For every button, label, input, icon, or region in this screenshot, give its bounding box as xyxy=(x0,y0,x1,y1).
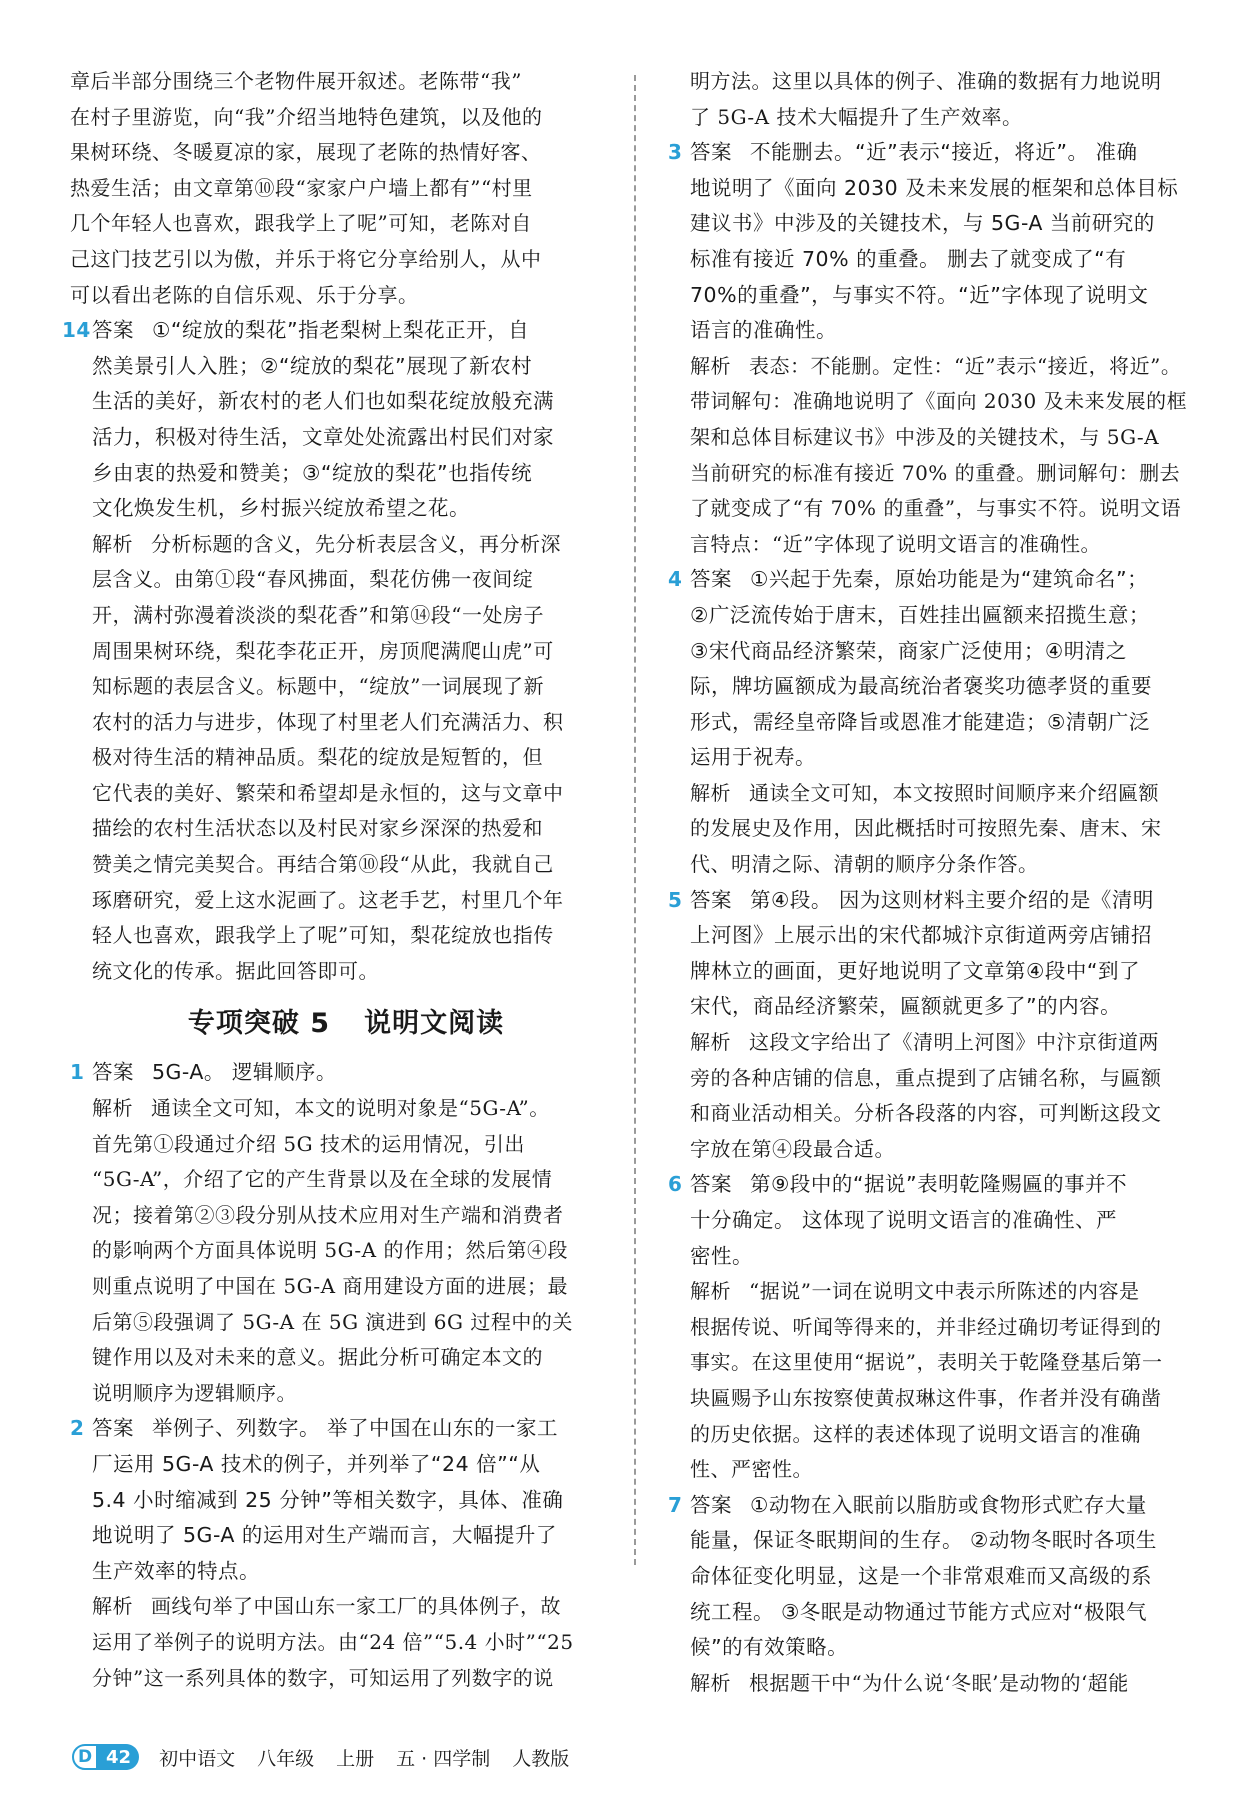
explanation-block xyxy=(690,1274,1200,1488)
text-line xyxy=(92,740,622,776)
line-text: 描绘的农村生活状态以及村民对家乡深深的热爱和 xyxy=(92,816,543,841)
text-line xyxy=(92,384,622,420)
line-text: 十分确定。 这体现了说明文语言的准确性、严 xyxy=(690,1208,1118,1232)
text-line xyxy=(92,1376,622,1412)
line-text: 的影响两个方面具体说明 5G-A 的作用；然后第④段 xyxy=(92,1238,568,1263)
text-line xyxy=(92,1233,622,1269)
text-line xyxy=(690,1345,1200,1381)
label-tag: 解析 xyxy=(92,1594,133,1619)
line-text: 果树环绕、冬暖夏凉的家，展现了老陈的热情好客、 xyxy=(70,140,542,165)
page-footer xyxy=(72,1742,591,1772)
line-text: “据说”一词在说明文中表示所陈述的内容是 xyxy=(749,1279,1140,1304)
line-text: 字放在第④段最合适。 xyxy=(690,1136,895,1161)
explanation-block xyxy=(690,1025,1200,1167)
line-text: 地说明了《面向 2030 及未来发展的框架和总体目标 xyxy=(690,175,1179,200)
text-line xyxy=(70,64,622,100)
line-text: 极对待生活的精神品质。梨花的绽放是短暂的，但 xyxy=(92,745,543,770)
label-tag: 解析 xyxy=(690,1279,731,1304)
question-3 xyxy=(668,135,1200,349)
line-text: 在村子里游览，向“我”介绍当地特色建筑，以及他的 xyxy=(70,104,543,129)
text-line xyxy=(690,776,1200,812)
line-text: 的发展史及作用，因此概括时可按照先秦、唐末、宋 xyxy=(690,816,1162,841)
continued-paragraph xyxy=(70,64,622,313)
line-text: 琢磨研究，爱上这水泥画了。这老手艺，村里几个年 xyxy=(92,887,564,912)
text-line xyxy=(92,1091,622,1127)
text-line xyxy=(92,1127,622,1163)
answer-block xyxy=(92,1411,622,1589)
text-line xyxy=(690,847,1200,883)
explanation-block xyxy=(92,1091,622,1411)
line-text: 开，满村弥漫着淡淡的梨花香”和第⑭段“一处房子 xyxy=(92,602,544,627)
line-text: 了 5G-A 技术大幅提升了生产效率。 xyxy=(690,104,1023,129)
text-line xyxy=(690,64,1200,100)
line-text: 命体征变化明显，这是一个非常艰难而又高级的系 xyxy=(690,1563,1152,1588)
line-text: 5.4 小时缩减到 25 分钟”等相关数字，具体、准确 xyxy=(92,1487,564,1512)
footer-grade: 八年级 xyxy=(257,1747,315,1770)
line-text: 70%的重叠”，与事实不符。“近”字体现了说明文 xyxy=(690,282,1149,307)
label-tag: 答案 xyxy=(690,567,732,592)
answer-block xyxy=(690,883,1200,1025)
question-number: 3 xyxy=(668,140,683,165)
explanation-block xyxy=(690,1666,1200,1702)
line-text: 上河图》上展示出的宋代都城汴京街道两旁店铺招 xyxy=(690,923,1152,948)
text-line xyxy=(690,1310,1200,1346)
text-line xyxy=(690,1666,1200,1702)
line-text: 可以看出老陈的自信乐观、乐于分享。 xyxy=(70,282,419,307)
answer-block xyxy=(690,562,1200,776)
text-line xyxy=(690,883,1200,919)
line-text: 生产效率的特点。 xyxy=(92,1558,260,1583)
line-text: ①动物在入眠前以脂肪或食物形式贮存大量 xyxy=(750,1492,1147,1517)
text-line xyxy=(92,847,622,883)
line-text: 分钟”这一系列具体的数字，可知运用了列数字的说 xyxy=(92,1665,554,1690)
section-title xyxy=(70,1003,622,1045)
text-line xyxy=(92,669,622,705)
question-5 xyxy=(668,883,1200,1025)
line-text: 况；接着第②③段分别从技术应用对生产端和消费者 xyxy=(92,1202,564,1227)
text-line xyxy=(92,705,622,741)
line-text: 候”的有效策略。 xyxy=(690,1635,849,1660)
line-text: 根据传说、听闻等得来的，并非经过确切考证得到的 xyxy=(690,1314,1162,1339)
line-text: 带词解句：准确地说明了《面向 2030 及未来发展的框 xyxy=(690,389,1188,414)
line-text: 明方法。这里以具体的例子、准确的数据有力地说明 xyxy=(690,69,1162,93)
section-number: 专项突破 5 xyxy=(187,1008,331,1040)
text-line xyxy=(690,1523,1200,1559)
text-line xyxy=(92,1340,622,1376)
question-number: 4 xyxy=(668,567,683,592)
text-line xyxy=(690,1239,1200,1275)
question-number: 7 xyxy=(668,1492,683,1517)
line-text: 轻人也喜欢，跟我学上了呢”可知，梨花绽放也指传 xyxy=(92,923,554,948)
label-tag: 解析 xyxy=(92,531,133,556)
line-text: 牌林立的画面，更好地说明了文章第④段中“到了 xyxy=(690,958,1140,983)
line-text: 和商业活动相关。分析各段落的内容，可判断这段文 xyxy=(690,1101,1162,1126)
question-6 xyxy=(668,1167,1200,1274)
line-text: 举例子、列数字。 举了中国在山东的一家工 xyxy=(152,1416,559,1441)
text-line xyxy=(92,1198,622,1234)
footer-edition: 人教版 xyxy=(512,1747,570,1770)
label-tag: 答案 xyxy=(92,318,134,343)
text-line xyxy=(690,989,1200,1025)
text-line xyxy=(70,100,622,136)
question-14 xyxy=(62,313,622,527)
line-text: 通读全文可知，本文的说明对象是“5G-A”。 xyxy=(151,1096,550,1121)
text-line xyxy=(690,954,1200,990)
text-line xyxy=(690,1559,1200,1595)
text-line xyxy=(690,1630,1200,1666)
text-line xyxy=(70,206,622,242)
text-line xyxy=(92,883,622,919)
line-text: 首先第①段通过介绍 5G 技术的运用情况，引出 xyxy=(92,1131,525,1156)
text-line xyxy=(92,1411,622,1447)
text-line xyxy=(690,456,1200,492)
answer-text: 5G-A。 逻辑顺序。 xyxy=(152,1060,337,1085)
line-text: 活力，积极对待生活，文章处处流露出村民们对家 xyxy=(92,424,554,449)
text-line xyxy=(92,954,622,990)
text-line xyxy=(92,456,622,492)
text-line xyxy=(690,1595,1200,1631)
question-1 xyxy=(70,1055,622,1091)
footer-subject: 初中语文 xyxy=(159,1747,236,1770)
text-line xyxy=(92,1518,622,1554)
line-text: 表态：不能删。定性：“近”表示“接近，将近”。 xyxy=(749,353,1182,378)
text-line xyxy=(92,776,622,812)
line-text: 键作用以及对未来的意义。据此分析可确定本文的 xyxy=(92,1345,543,1370)
line-text: 则重点说明了中国在 5G-A 商用建设方面的进展；最 xyxy=(92,1274,568,1298)
text-line xyxy=(690,171,1200,207)
line-text: 代、明清之际、清朝的顺序分条作答。 xyxy=(690,852,1039,877)
text-line xyxy=(690,1488,1200,1524)
text-line xyxy=(92,349,622,385)
line-text: ③宋代商品经济繁荣，商家广泛使用；④明清之 xyxy=(690,638,1127,663)
text-line xyxy=(92,811,622,847)
answer-tag: 答案 xyxy=(92,1060,134,1085)
line-text: 分析标题的含义，先分析表层含义，再分析深 xyxy=(151,531,561,556)
text-line xyxy=(690,598,1200,634)
text-line xyxy=(690,634,1200,670)
line-text: 地说明了 5G-A 的运用对生产端而言，大幅提升了 xyxy=(92,1523,557,1548)
label-tag: 解析 xyxy=(690,1030,731,1055)
line-text: 言特点：“近”字体现了说明文语言的准确性。 xyxy=(690,531,1101,556)
text-line xyxy=(690,349,1200,385)
line-text: 赞美之情完美契合。再结合第⑩段“从此，我就自己 xyxy=(92,852,554,877)
line-text: 生活的美好，新农村的老人们也如梨花绽放般充满 xyxy=(92,389,554,414)
line-text: 画线句举了中国山东一家工厂的具体例子，故 xyxy=(151,1594,561,1619)
left-column xyxy=(62,64,622,1696)
text-line xyxy=(690,1061,1200,1097)
line-text: 运用了举例子的说明方法。由“24 倍”“5.4 小时”“25 xyxy=(92,1629,574,1654)
question-number: 5 xyxy=(668,887,683,912)
line-text: 密性。 xyxy=(690,1243,753,1268)
line-text: 旁的各种店铺的信息，重点提到了店铺名称，与匾额 xyxy=(690,1065,1162,1090)
line-text: 形式，需经皇帝降旨或恩准才能建造；⑤清朝广泛 xyxy=(690,709,1150,734)
line-text: 它代表的美好、繁荣和希望却是永恒的，这与文章中 xyxy=(92,780,564,805)
label-tag: 答案 xyxy=(92,1416,134,1441)
line-text: 统工程。 ③冬眠是动物通过节能方式应对“极限气 xyxy=(690,1599,1148,1624)
answer-block xyxy=(690,1167,1200,1274)
label-tag: 答案 xyxy=(690,1492,732,1517)
line-text: 后第⑤段强调了 5G-A 在 5G 演进到 6G 过程中的关 xyxy=(92,1309,573,1334)
answer-block xyxy=(690,135,1200,349)
line-text: ①兴起于先秦，原始功能是为“建筑命名”； xyxy=(750,567,1149,592)
line-text: 建议书》中涉及的关键技术，与 5G-A 当前研究的 xyxy=(690,211,1155,236)
text-line xyxy=(690,100,1200,136)
text-line xyxy=(92,1305,622,1341)
text-line xyxy=(690,705,1200,741)
line-text: 不能删去。“近”表示“接近，将近”。 准确 xyxy=(750,140,1138,165)
text-line xyxy=(92,562,622,598)
answer-block xyxy=(92,1055,622,1091)
text-line xyxy=(690,242,1200,278)
line-text: 运用于祝寿。 xyxy=(690,745,816,770)
text-line xyxy=(70,242,622,278)
line-text: 第④段。 因为这则材料主要介绍的是《清明 xyxy=(750,887,1154,912)
line-text: ②广泛流传始于唐末，百姓挂出匾额来招揽生意； xyxy=(690,602,1150,627)
text-line xyxy=(690,1274,1200,1310)
answer-block xyxy=(690,1488,1200,1666)
answer-block xyxy=(92,313,622,527)
line-text: 热爱生活；由文章第⑩段“家家户户墙上都有”“村里 xyxy=(70,175,533,200)
text-line xyxy=(92,1625,622,1661)
line-text: “5G-A”，介绍了它的产生背景以及在全球的发展情 xyxy=(92,1167,553,1192)
line-text: 己这门技艺引以为傲，并乐于将它分享给别人，从中 xyxy=(70,246,542,271)
line-text: 通读全文可知，本文按照时间顺序来介绍匾额 xyxy=(749,780,1159,805)
text-line xyxy=(690,1381,1200,1417)
text-line xyxy=(690,135,1200,171)
text-line xyxy=(70,278,622,314)
text-line xyxy=(92,313,622,349)
right-column xyxy=(668,64,1200,1701)
line-text: 农村的活力与进步，体现了村里老人们充满活力、积 xyxy=(92,709,564,734)
text-line xyxy=(92,420,622,456)
text-line xyxy=(690,562,1200,598)
badge-letter: D xyxy=(72,1744,98,1770)
question-number: 14 xyxy=(62,318,91,343)
text-line xyxy=(690,918,1200,954)
line-text: 这段文字给出了《清明上河图》中汴京街道两 xyxy=(749,1030,1159,1055)
text-line xyxy=(92,634,622,670)
text-line xyxy=(690,1167,1200,1203)
line-text: 当前研究的标准有接近 70% 的重叠。删词解句：删去 xyxy=(690,460,1181,485)
line-text: 宋代，商品经济繁荣，匾额就更多了”的内容。 xyxy=(690,994,1122,1019)
column-divider xyxy=(634,75,636,1565)
text-line xyxy=(690,1417,1200,1453)
line-text: 了就变成了“有 70% 的重叠”，与事实不符。说明文语 xyxy=(690,496,1182,521)
question-number: 1 xyxy=(70,1060,85,1085)
line-text: 际，牌坊匾额成为最高统治者褒奖功德孝贤的重要 xyxy=(690,674,1152,699)
label-tag: 解析 xyxy=(690,1670,731,1695)
text-line xyxy=(690,278,1200,314)
line-text: 架和总体目标建议书》中涉及的关键技术，与 5G-A xyxy=(690,424,1160,449)
line-text: 根据题干中“为什么说‘冬眠’是动物的‘超能 xyxy=(749,1670,1129,1695)
text-line xyxy=(92,1447,622,1483)
explanation-block xyxy=(690,349,1200,563)
section-subtitle: 说明文阅读 xyxy=(364,1008,505,1040)
text-line xyxy=(690,420,1200,456)
label-tag: 解析 xyxy=(690,353,731,378)
question-number: 6 xyxy=(668,1172,683,1197)
label-tag: 答案 xyxy=(690,1172,732,1197)
text-line xyxy=(690,491,1200,527)
text-line xyxy=(92,1269,622,1305)
explanation-block xyxy=(92,527,622,990)
line-text: 的历史依据。这样的表述体现了说明文语言的准确 xyxy=(690,1421,1141,1446)
text-line xyxy=(92,1589,622,1625)
label-tag: 解析 xyxy=(690,780,731,805)
line-text: 说明顺序为逻辑顺序。 xyxy=(92,1380,297,1405)
line-text: 周围果树环绕，梨花李花正开，房顶爬满爬山虎”可 xyxy=(92,638,554,663)
text-line xyxy=(690,313,1200,349)
question-4 xyxy=(668,562,1200,776)
continued-paragraph xyxy=(690,64,1200,135)
text-line xyxy=(92,491,622,527)
line-text: 标准有接近 70% 的重叠。 删去了就变成了“有 xyxy=(690,246,1127,271)
line-text: 块匾赐予山东按察使黄叔琳这件事，作者并没有确凿 xyxy=(690,1385,1162,1410)
text-line xyxy=(92,527,622,563)
text-line xyxy=(92,1162,622,1198)
question-2 xyxy=(70,1411,622,1589)
text-line xyxy=(690,1025,1200,1061)
page-number: 42 xyxy=(98,1744,139,1770)
text-line xyxy=(690,527,1200,563)
text-line xyxy=(690,384,1200,420)
text-line xyxy=(690,669,1200,705)
line-text: 然美景引人入胜；②“绽放的梨花”展现了新农村 xyxy=(92,353,533,378)
line-text: 知标题的表层含义。标题中，“绽放”一词展现了新 xyxy=(92,674,544,699)
footer-system: 五 · 四学制 xyxy=(396,1747,491,1770)
text-line xyxy=(690,740,1200,776)
text-line xyxy=(92,918,622,954)
line-text: 层含义。由第①段“春风拂面，梨花仿佛一夜间绽 xyxy=(92,567,534,592)
line-text: 乡由衷的热爱和赞美；③“绽放的梨花”也指传统 xyxy=(92,460,533,485)
text-line xyxy=(92,598,622,634)
line-text: 事实。在这里使用“据说”，表明关于乾隆登基后第一 xyxy=(690,1350,1163,1375)
line-text: 文化焕发生机，乡村振兴绽放希望之花。 xyxy=(92,496,470,521)
line-text: 厂运用 5G-A 技术的例子，并列举了“24 倍”“从 xyxy=(92,1451,541,1476)
explanation-block xyxy=(92,1589,622,1696)
line-text: 能量，保证冬眠期间的生存。 ②动物冬眠时各项生 xyxy=(690,1528,1157,1553)
question-number: 2 xyxy=(70,1416,85,1441)
line-text: 语言的准确性。 xyxy=(690,318,837,343)
text-line xyxy=(690,206,1200,242)
line-text: 第⑨段中的“据说”表明乾隆赐匾的事并不 xyxy=(750,1172,1128,1197)
question-7 xyxy=(668,1488,1200,1666)
text-line xyxy=(690,811,1200,847)
text-line xyxy=(70,135,622,171)
text-line xyxy=(690,1132,1200,1168)
line-text: 章后半部分围绕三个老物件展开叙述。老陈带“我” xyxy=(70,69,522,93)
text-line xyxy=(690,1203,1200,1239)
label-tag: 答案 xyxy=(690,140,732,165)
label-tag: 解析 xyxy=(92,1096,133,1121)
text-line xyxy=(70,171,622,207)
line-text: 统文化的传承。据此回答即可。 xyxy=(92,958,379,983)
explanation-block xyxy=(690,776,1200,883)
line-text: ①“绽放的梨花”指老梨树上梨花正开，自 xyxy=(152,318,530,343)
text-line xyxy=(92,1483,622,1519)
label-tag: 答案 xyxy=(690,887,732,912)
text-line xyxy=(92,1554,622,1590)
footer-volume: 上册 xyxy=(336,1747,375,1770)
line-text: 几个年轻人也喜欢，跟我学上了呢”可知，老陈对自 xyxy=(70,211,532,236)
line-text: 性、严密性。 xyxy=(690,1457,813,1482)
text-line xyxy=(690,1452,1200,1488)
text-line xyxy=(92,1661,622,1697)
text-line xyxy=(690,1096,1200,1132)
